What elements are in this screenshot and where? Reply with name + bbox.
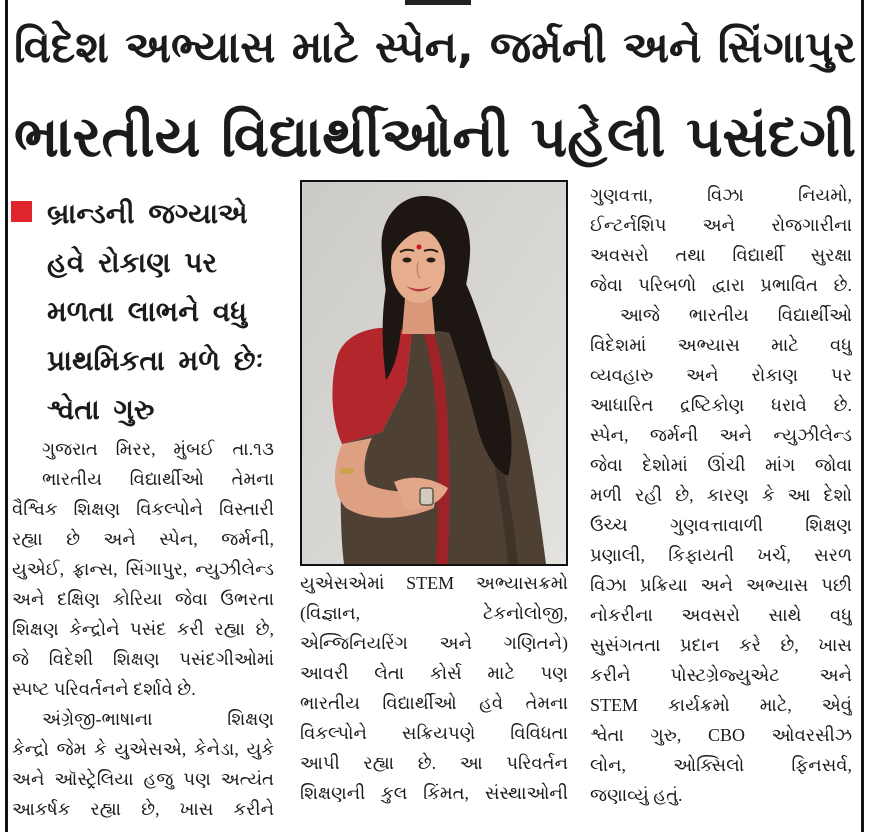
body-text-line: નોકરીના અવસરો સાથે વધુ (590, 605, 852, 625)
body-text-line: જેવા પરિબળો દ્વારા પ્રભાવિત છે. (590, 275, 852, 295)
body-text-line: કરીને પોસ્ટગ્રેજ્યુએટ અને (590, 665, 852, 685)
body-text-line: ઉચ્ચ ગુણવત્તાવાળી શિક્ષણ (590, 515, 852, 535)
body-text-line: વિદેશમાં અભ્યાસ માટે વધુ (590, 335, 852, 355)
body-text-line: પ્રણાલી, કિફાયતી ખર્ચ, સરળ (590, 545, 852, 565)
body-text-line: લોન, ઓક્સિલો ફિનસર્વ, (590, 755, 852, 775)
body-text-line: ભારતીય વિદ્યાર્થીઓ તેમના (42, 469, 274, 489)
page-border-right (861, 0, 864, 832)
body-text-line: રહ્યા છે અને સ્પેન, જર્મની, (12, 529, 274, 549)
body-text-line: એન્જિનિયરિંગ અને ગણિતને) (300, 633, 568, 653)
subheadline-line: હવે રોકાણ પર (47, 246, 218, 279)
body-text-line: અને દક્ષિણ કોરિયા જેવા ઉભરતા (12, 589, 274, 609)
body-text-line: આપી રહ્યા છે. આ પરિવર્તન (300, 753, 568, 773)
body-text-line: વિઝા પ્રક્રિયા અને અભ્યાસ પછી (590, 575, 852, 595)
body-text-line: ભારતીય વિદ્યાર્થીઓ હવે તેમના (300, 693, 568, 713)
body-text-line: STEM કાર્યક્રમો માટે, એવું (590, 695, 852, 715)
page-border-left (5, 0, 8, 832)
body-text-line: શિક્ષણ કેન્દ્રોને પસંદ કરી રહ્યા છે, (12, 619, 274, 639)
body-text-line: ઈન્ટર્નશિપ અને રોજગારીના (590, 215, 852, 235)
subheadline-line: બ્રાન્ડની જગ્યાએ (47, 197, 248, 230)
body-text-line: વ્યવહારુ અને રોકાણ પર (590, 365, 852, 385)
subheadline-line: પ્રાથમિકતા મળે છેઃ (47, 344, 264, 377)
body-text-line: ગુણવત્તા, વિઝા નિયમો, (590, 185, 852, 205)
red-square-bullet-icon (11, 201, 32, 222)
article-photo (300, 180, 568, 566)
subheadline-line: મળતા લાભને વધુ (47, 295, 248, 328)
body-text-line: યુએસએમાં STEM અભ્યાસક્રમો (300, 573, 568, 593)
subheadline-byline: શ્વેતા ગુરુ (47, 393, 155, 426)
body-text-line: આકર્ષક રહ્યા છે, ખાસ કરીને (12, 799, 274, 819)
dateline: ગુજરાત મિરર, મુંબઈ તા.૧૩ (42, 439, 274, 459)
body-text-line: આજે ભારતીય વિદ્યાર્થીઓ (620, 305, 852, 325)
body-text-line: શિક્ષણની કુલ કિંમત, સંસ્થાઓની (300, 783, 568, 803)
body-text-line: જેવા દેશોમાં ઊંચી માંગ જોવા (590, 455, 852, 475)
body-text-line: કેન્દ્રો જેમ કે યુએસએ, કેનેડા, યુકે (12, 739, 274, 759)
body-text-line: (વિજ્ઞાન, ટેકનોલોજી, (300, 603, 568, 623)
body-text-line: શ્વેતા ગુરુ, CBO ઓવરસીઝ (590, 725, 852, 745)
article-column-1 (12, 434, 274, 832)
article-column-2 (300, 568, 568, 832)
body-text-line: જણાવ્યું હતું. (590, 785, 683, 805)
subheadline (47, 189, 275, 434)
body-text-line: વૈશ્વિક શિક્ષણ વિકલ્પોને વિસ્તારી (12, 499, 274, 519)
body-text-line: સ્પેન, જર્મની અને ન્યુઝીલેન્ડ (590, 425, 852, 445)
body-text-line: સ્પષ્ટ પરિવર્તનને દર્શાવે છે. (12, 679, 196, 699)
headline-line-1: વિદેશ અભ્યાસ માટે સ્પેન, જર્મની અને સિંગાપુર (14, 23, 856, 73)
body-text-line: આધારિત દ્રષ્ટિકોણ ધરાવે છે. (590, 395, 852, 415)
portrait-illustration (302, 182, 566, 564)
body-text-line: અંગ્રેજી-ભાષાના શિક્ષણ (42, 709, 274, 729)
cropped-element-top (405, 0, 471, 5)
body-text-line: મળી રહી છે, કારણ કે આ દેશો (590, 485, 852, 505)
article-column-3 (590, 180, 852, 832)
headline-line-2: ભારતીય વિદ્યાર્થીઓની પહેલી પસંદગી (14, 105, 856, 170)
body-text-line: સુસંગતતા પ્રદાન કરે છે, ખાસ (590, 635, 852, 655)
body-text-line: અને ઑસ્ટ્રેલિયા હજુ પણ અત્યંત (12, 769, 274, 789)
body-text-line: યુએઈ, ફ્રાન્સ, સિંગાપુર, ન્યુઝીલેન્ડ (12, 559, 274, 579)
body-text-line: જે વિદેશી શિક્ષણ પસંદગીઓમાં (12, 649, 274, 669)
body-text-line: આવરી લેતા કોર્સ માટે પણ (300, 663, 568, 683)
body-text-line: અવસરો તથા વિદ્યાર્થી સુરક્ષા (590, 245, 852, 265)
body-text-line: વિકલ્પોને સક્રિયપણે વિવિધતા (300, 723, 568, 743)
